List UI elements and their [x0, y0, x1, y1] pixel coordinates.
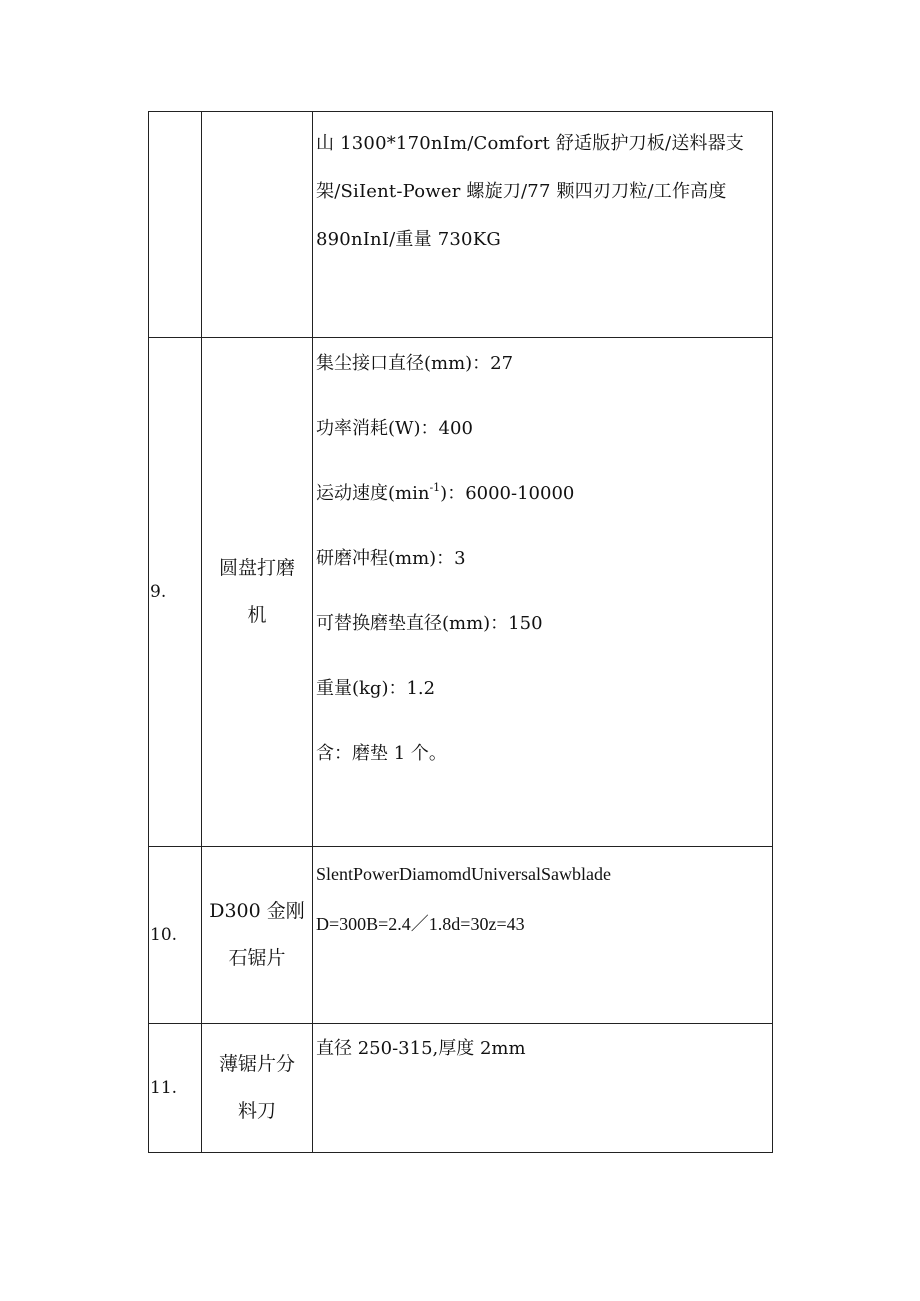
- item-name-line: 料刀: [237, 1100, 276, 1122]
- spec-line: 重量(kg)：1.2: [316, 678, 436, 699]
- speed-value: )：6000-10000: [440, 483, 575, 504]
- spec-text: 山 1300*170nIm/Comfort 舒适版护刀板/送料器支架/SiIent-Power 螺旋刀/77 颗四刃刀粒/工作高度 890nInI/重量 730KG: [316, 133, 745, 250]
- spec-lines: [316, 849, 772, 949]
- item-name-cell: [202, 1024, 313, 1153]
- spec-line: 功率消耗(W)：400: [316, 418, 473, 439]
- item-name-cell: [202, 338, 313, 847]
- table-row: [149, 338, 773, 847]
- table-row: [149, 847, 773, 1024]
- speed-label: 运动速度(min: [316, 483, 430, 504]
- row-number-cell: [149, 112, 202, 338]
- row-number-cell: 10.: [149, 847, 202, 1024]
- table-row: [149, 112, 773, 338]
- item-name-line: 石锯片: [228, 947, 286, 969]
- item-name-line: 薄锯片分: [218, 1053, 295, 1075]
- spec-cell: [313, 847, 773, 1024]
- spec-line: 研磨冲程(mm)：3: [316, 548, 466, 569]
- spec-line: 集尘接口直径(mm)：27: [316, 353, 514, 374]
- spec-lines: [316, 331, 772, 786]
- spec-cell: [313, 338, 773, 847]
- item-name-line: D300 金刚: [209, 900, 305, 922]
- spec-line: D=300B=2.4／1.8d=30z=43: [316, 914, 525, 934]
- item-name-cell: [202, 847, 313, 1024]
- spec-line: 可替换磨垫直径(mm)：150: [316, 613, 543, 634]
- spec-line: SlentPowerDiamomdUniversalSawblade: [316, 864, 611, 884]
- spec-line-speed: [316, 461, 772, 526]
- speed-superscript: -1: [429, 481, 441, 494]
- row-number-cell: 9.: [149, 338, 202, 847]
- item-name-cell: [202, 112, 313, 338]
- spec-line: 含：磨垫 1 个。: [316, 743, 447, 764]
- spec-cell: [313, 1024, 773, 1153]
- row-number-cell: 11.: [149, 1024, 202, 1153]
- spec-text: 直径 250-315,厚度 2mm: [316, 1038, 526, 1059]
- table-row: [149, 1024, 773, 1153]
- equipment-spec-table: [148, 111, 773, 1153]
- item-name-line: 机: [247, 604, 267, 626]
- item-name-line: 圆盘打磨: [218, 557, 295, 579]
- spec-cell: [313, 112, 773, 338]
